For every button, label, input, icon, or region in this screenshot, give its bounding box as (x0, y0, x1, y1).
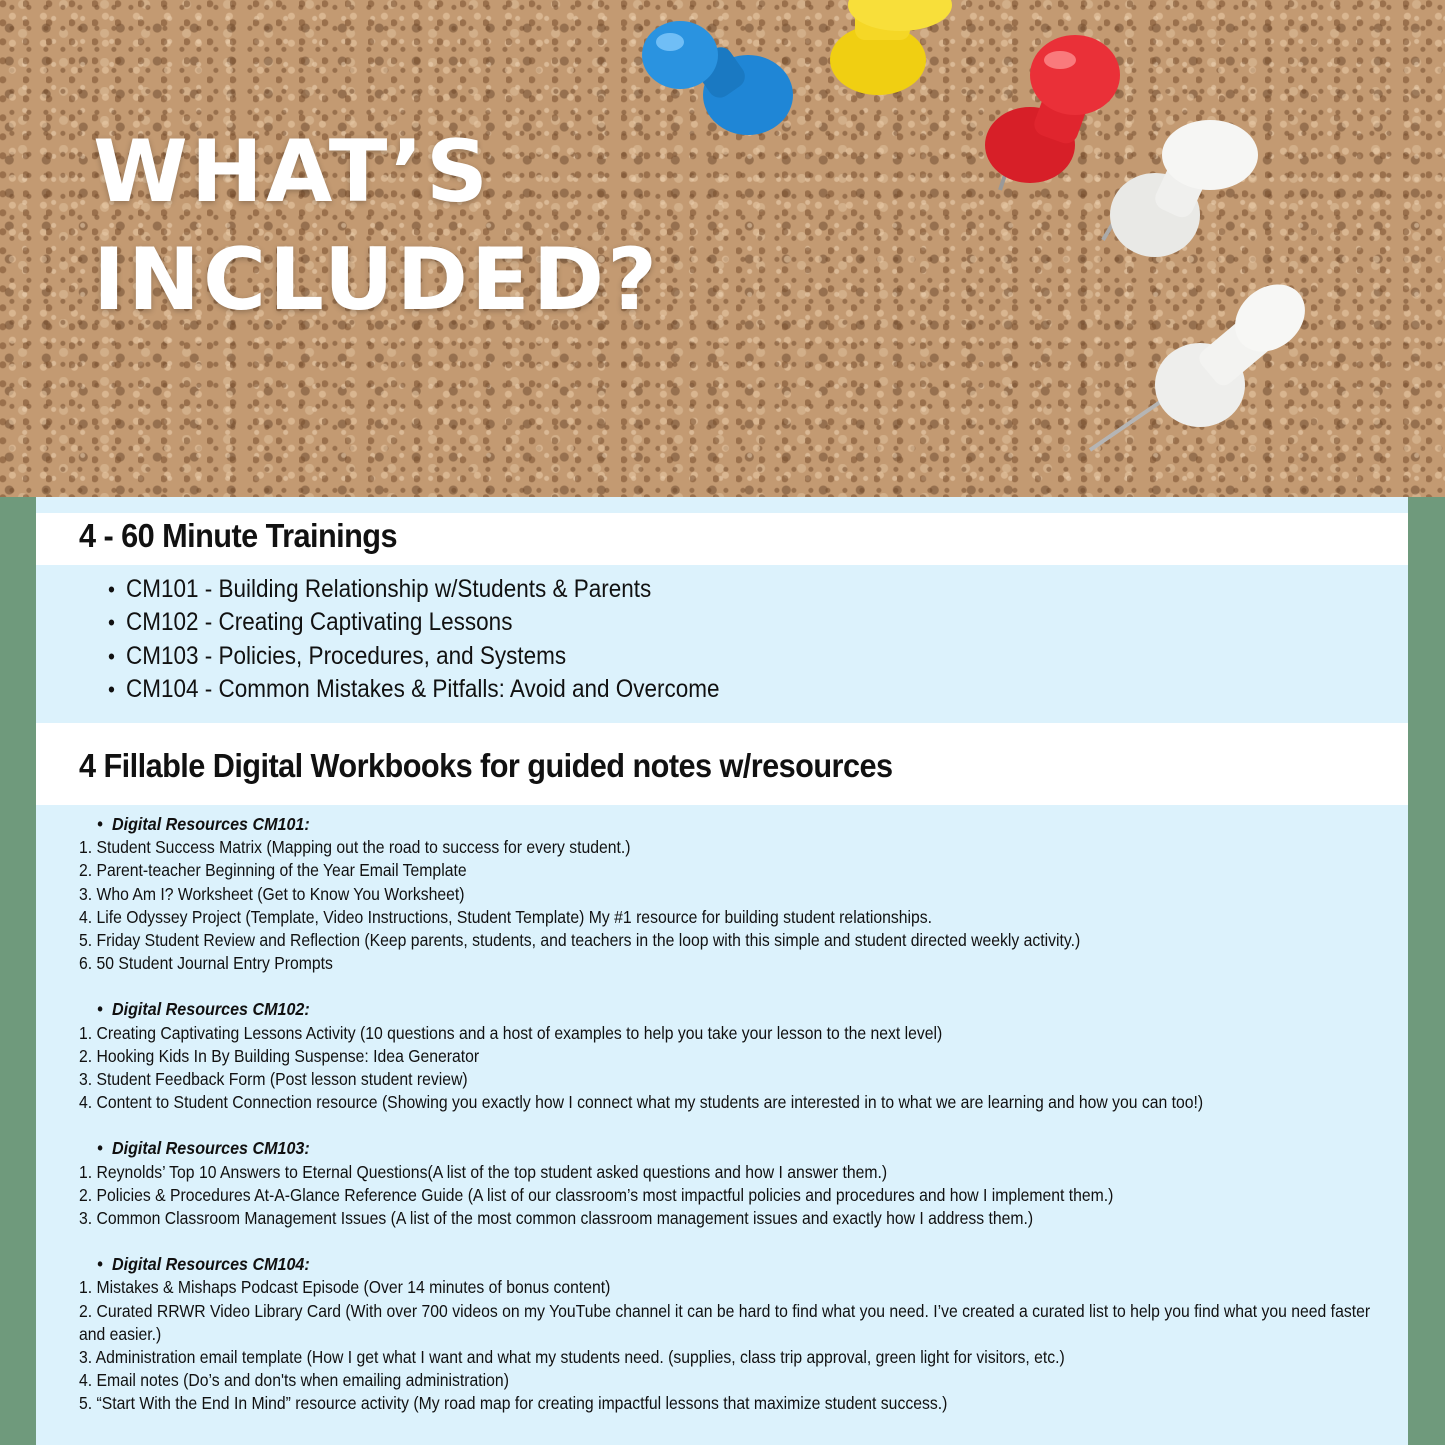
list-item: 4. Life Odyssey Project (Template, Video Instructions, Student Template) My #1 resource for building student relationships. (79, 906, 932, 927)
red-pushpin-icon (985, 35, 1120, 190)
list-item: 2. Parent-teacher Beginning of the Year Email Template (79, 860, 467, 881)
list-item: 1. Creating Captivating Lessons Activity (10 questions and a host of examples to help you take your lesson to the next level) (79, 1022, 943, 1043)
trainings-heading-band (36, 513, 1408, 565)
title-line-1: WHAT’S (93, 122, 491, 222)
resource-group-title: • Digital Resources CM102: (112, 998, 1304, 1021)
resource-group-cm103 (79, 1137, 1408, 1230)
list-item: • CM104 - Common Mistakes & Pitfalls: Avoid and Overcome (126, 673, 720, 706)
list-item: 1. Student Success Matrix (Mapping out the road to success for every student.) (79, 837, 631, 858)
resource-group-title: • Digital Resources CM103: (112, 1137, 1304, 1160)
list-item: 5. Friday Student Review and Reflection (Keep parents, students, and teachers in the loop with this simple and student directed weekly activity.) (79, 930, 1081, 951)
resource-group-cm102 (79, 998, 1408, 1114)
workbooks-heading: 4 Fillable Digital Workbooks for guided notes w/resources (79, 747, 893, 784)
list-item: 3. Student Feedback Form (Post lesson student review) (79, 1069, 468, 1090)
blue-pushpin-icon (642, 21, 793, 135)
list-item: 6. 50 Student Journal Entry Prompts (79, 953, 333, 974)
list-item: • CM103 - Policies, Procedures, and Systems (126, 640, 720, 673)
resource-group-cm104 (79, 1253, 1408, 1415)
resource-group-cm101 (79, 813, 1408, 975)
white-pushpin-icon (1090, 271, 1318, 450)
page-title (93, 118, 660, 334)
list-item: • CM102 - Creating Captivating Lessons (126, 606, 720, 639)
content-panel (36, 497, 1408, 1445)
list-item: 1. Reynolds’ Top 10 Answers to Eternal Questions(A list of the top student asked questions and how I answer them.) (79, 1161, 888, 1182)
list-item: 5. “Start With the End In Mind” resource activity (My road map for creating impactful lessons that maximize student success.) (79, 1393, 948, 1414)
list-item: 4. Email notes (Do’s and don'ts when emailing administration) (79, 1370, 509, 1391)
yellow-pushpin-icon (830, 0, 952, 95)
trainings-heading: 4 - 60 Minute Trainings (79, 517, 398, 554)
list-item: 2. Hooking Kids In By Building Suspense: Idea Generator (79, 1045, 480, 1066)
cork-board-hero (0, 0, 1445, 497)
list-item: 3. Administration email template (How I get what I want and what my students need. (supplies, class trip approval, green light for visitors, etc.) (79, 1347, 1065, 1368)
list-item: 1. Mistakes & Mishaps Podcast Episode (Over 14 minutes of bonus content) (79, 1277, 611, 1298)
title-line-2: INCLUDED? (93, 230, 661, 330)
resource-group-title: • Digital Resources CM104: (112, 1253, 1304, 1276)
workbooks-heading-band (36, 723, 1408, 805)
list-item: • CM101 - Building Relationship w/Students & Parents (126, 573, 720, 606)
trainings-list (126, 573, 786, 706)
resources-section (79, 813, 1408, 1416)
list-item: 2. Policies & Procedures At-A-Glance Reference Guide (A list of our classroom’s most impactful policies and procedures and how I implement them.) (79, 1184, 1114, 1205)
list-item: 4. Content to Student Connection resource (Showing you exactly how I connect what my students are interested in to what we are learning and how you can too!) (79, 1092, 1204, 1113)
white-pushpin-icon (1103, 120, 1258, 257)
list-item: 3. Who Am I? Worksheet (Get to Know You Worksheet) (79, 883, 465, 904)
list-item: 3. Common Classroom Management Issues (A list of the most common classroom management issues and exactly how I address them.) (79, 1208, 1034, 1229)
resource-group-title: • Digital Resources CM101: (112, 813, 1304, 836)
list-item: 2. Curated RRWR Video Library Card (With over 700 videos on my YouTube channel it can be hard to find what you need. I’ve created a curated list to help you find what you need faster and easier.) (79, 1300, 1371, 1344)
